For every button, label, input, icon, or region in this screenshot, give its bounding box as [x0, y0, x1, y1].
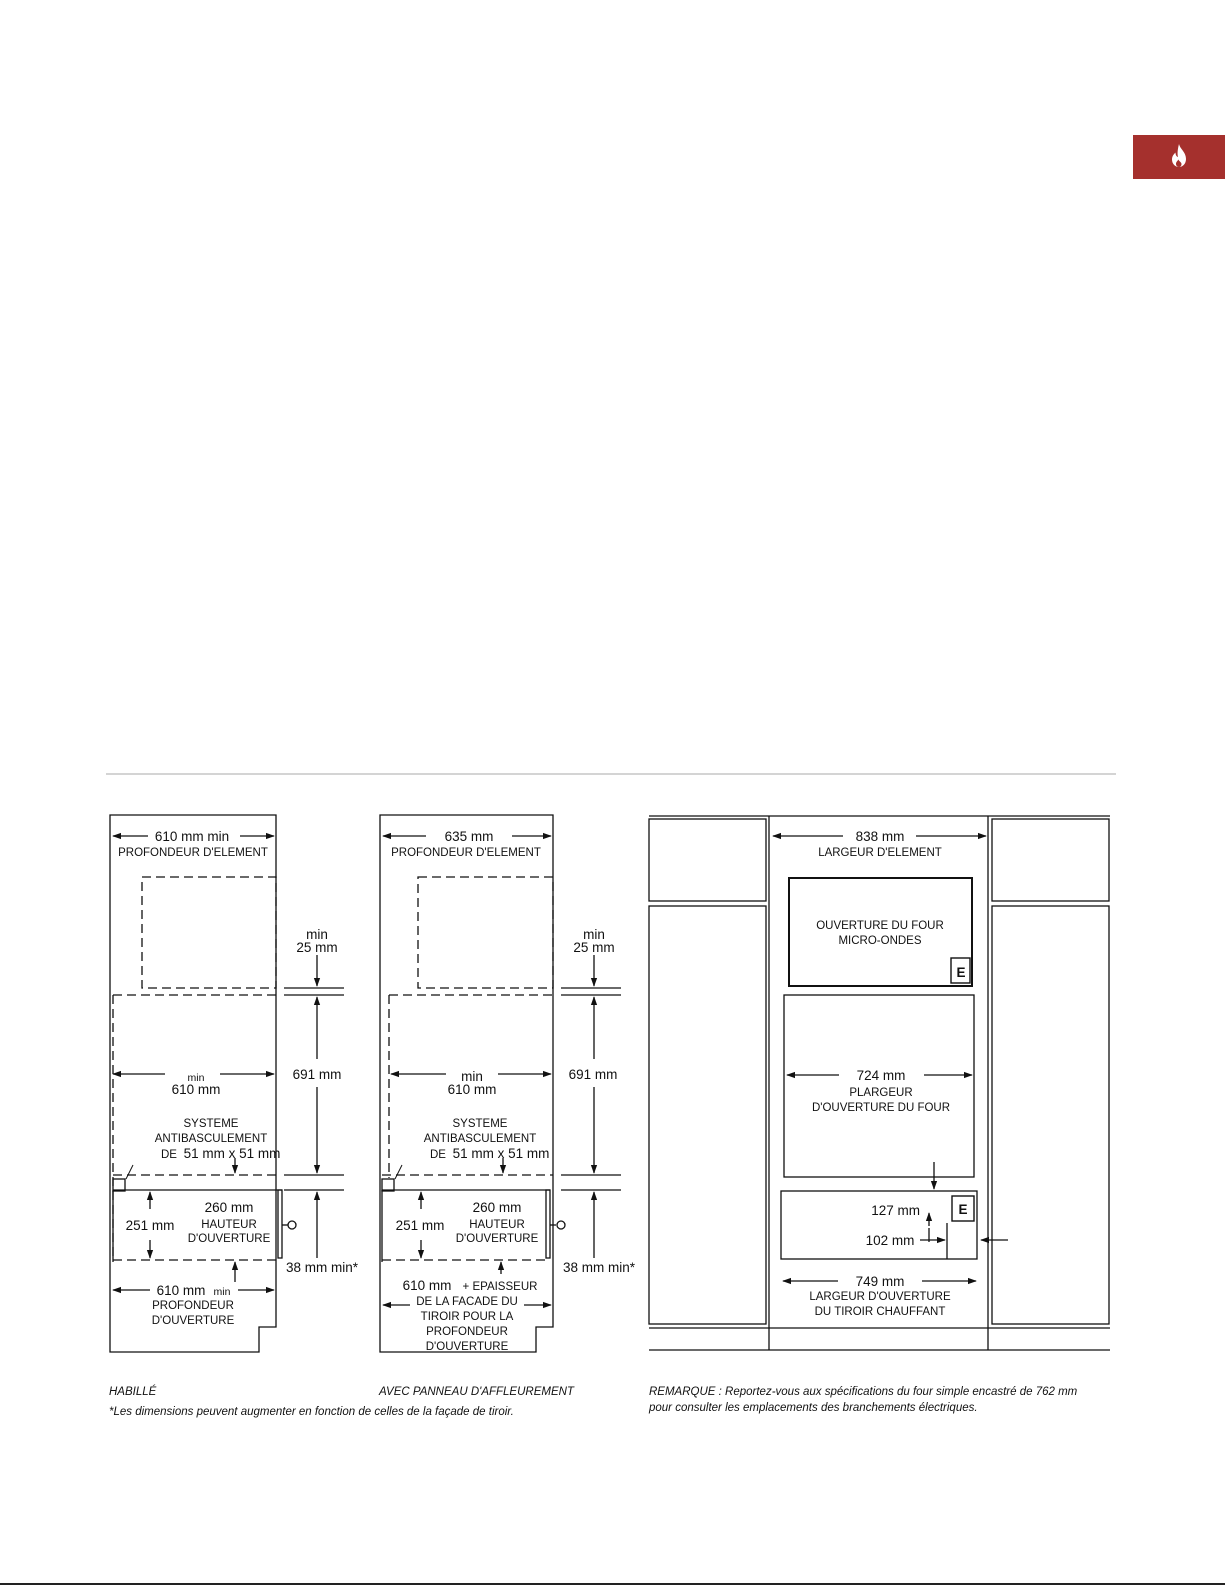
dim-width-top: 838 mm [855, 829, 905, 844]
drawer-front [278, 1190, 282, 1258]
upper-appliance-dashed [418, 877, 553, 988]
note-line-2: pour consulter les emplacements des branchements électriques. [649, 1402, 978, 1414]
label-open-h-2: D'OUVERTURE [455, 1233, 539, 1245]
label-gap-min: min [583, 927, 605, 942]
dim-drawer-width: 749 mm [855, 1274, 905, 1289]
dim-inner-depth: 610 mm [447, 1082, 497, 1097]
left-lower-door [649, 906, 766, 1324]
dim-height-691: 691 mm [568, 1067, 618, 1082]
label-oven-1: PLARGEUR [849, 1087, 913, 1099]
label-gap-min: min [306, 927, 328, 942]
label-inner-min: min [187, 1072, 205, 1084]
label-anti-1: SYSTEME [452, 1118, 508, 1130]
dim-drawer-251: 251 mm [125, 1218, 175, 1233]
dim-anti-size: 51 mm x 51 mm [183, 1146, 281, 1161]
dim-127: 127 mm [871, 1203, 920, 1218]
label-anti-3-prefix: DE [161, 1149, 177, 1161]
label-depth-top: PROFONDEUR D'ELEMENT [391, 847, 541, 859]
label-width-top: LARGEUR D'ELEMENT [818, 847, 942, 859]
label-open-depth-1: PROFONDEUR [152, 1300, 234, 1312]
label-anti-2: ANTIBASCULEMENT [423, 1133, 537, 1145]
right-upper-door [992, 819, 1109, 901]
drawer-front [546, 1190, 550, 1258]
dim-drawer-251: 251 mm [395, 1218, 445, 1233]
label-open-depth-min: min [213, 1286, 231, 1298]
dim-depth-top: 610 mm min [154, 829, 230, 844]
dim-open-depth: 610 mm [156, 1283, 206, 1298]
figure-front-elevation [649, 816, 1110, 1350]
dim-open-height: 260 mm [472, 1200, 522, 1215]
e-marker-label: E [958, 1202, 968, 1217]
label-bottom-3: TIROIR POUR LA [420, 1311, 514, 1323]
microwave-opening [789, 878, 972, 986]
label-open-h-1: HAUTEUR [201, 1219, 257, 1231]
label-anti-1: SYSTEME [183, 1118, 239, 1130]
left-upper-door [649, 819, 766, 901]
label-anti-2: ANTIBASCULEMENT [154, 1133, 268, 1145]
dim-gap: 25 mm [296, 940, 338, 955]
label-drawer-2: DU TIROIR CHAUFFANT [814, 1306, 946, 1318]
label-oven-2: D'OUVERTURE DU FOUR [811, 1102, 951, 1114]
label-depth-top: PROFONDEUR D'ELEMENT [118, 847, 268, 859]
dim-bottom-610: 610 mm [402, 1278, 452, 1293]
dim-open-height: 260 mm [204, 1200, 254, 1215]
anti-tip-block [382, 1179, 394, 1191]
caption-habille: HABILLÉ [109, 1386, 157, 1398]
footnote: *Les dimensions peuvent augmenter en fonction de celles de la façade de tiroir. [109, 1406, 514, 1418]
dim-gap: 25 mm [573, 940, 615, 955]
label-microwave-1: OUVERTURE DU FOUR [816, 920, 944, 932]
label-open-h-2: D'OUVERTURE [187, 1233, 271, 1245]
label-bottom-1: + EPAISSEUR [462, 1281, 538, 1293]
e-marker-label: E [956, 965, 966, 980]
dim-oven-width: 724 mm [856, 1068, 906, 1083]
label-bottom-4: PROFONDEUR [426, 1326, 508, 1338]
dim-min-38: 38 mm min* [285, 1260, 359, 1275]
label-open-h-1: HAUTEUR [469, 1219, 525, 1231]
label-bottom-2: DE LA FACADE DU [416, 1296, 518, 1308]
label-microwave-2: MICRO-ONDES [838, 935, 922, 947]
right-lower-door [992, 906, 1109, 1324]
dim-inner-depth: 610 mm [171, 1082, 221, 1097]
anti-tip-block [113, 1179, 125, 1191]
label-inner-min: min [461, 1069, 483, 1084]
figure-habille-labels [118, 829, 359, 1327]
label-bottom-5: D'OUVERTURE [425, 1341, 509, 1353]
label-drawer-1: LARGEUR D'OUVERTURE [809, 1291, 951, 1303]
label-anti-3-prefix: DE [430, 1149, 446, 1161]
oven-opening [784, 995, 974, 1177]
dim-depth-top: 635 mm [444, 829, 494, 844]
dim-anti-size: 51 mm x 51 mm [452, 1146, 550, 1161]
figure-front-labels [809, 829, 967, 1318]
drawer-handle [557, 1221, 565, 1229]
caption-flush: AVEC PANNEAU D'AFFLEUREMENT [379, 1386, 574, 1398]
dim-min-38: 38 mm min* [562, 1260, 636, 1275]
dim-height-691: 691 mm [292, 1067, 342, 1082]
upper-appliance-dashed [142, 877, 276, 988]
drawer-handle [288, 1221, 296, 1229]
note-line-1: REMARQUE : Reportez-vous aux spécifications du four simple encastré de 762 mm [649, 1386, 1078, 1398]
label-open-depth-2: D'OUVERTURE [151, 1315, 235, 1327]
figure-flush-labels [391, 829, 636, 1353]
dim-102: 102 mm [865, 1233, 915, 1248]
